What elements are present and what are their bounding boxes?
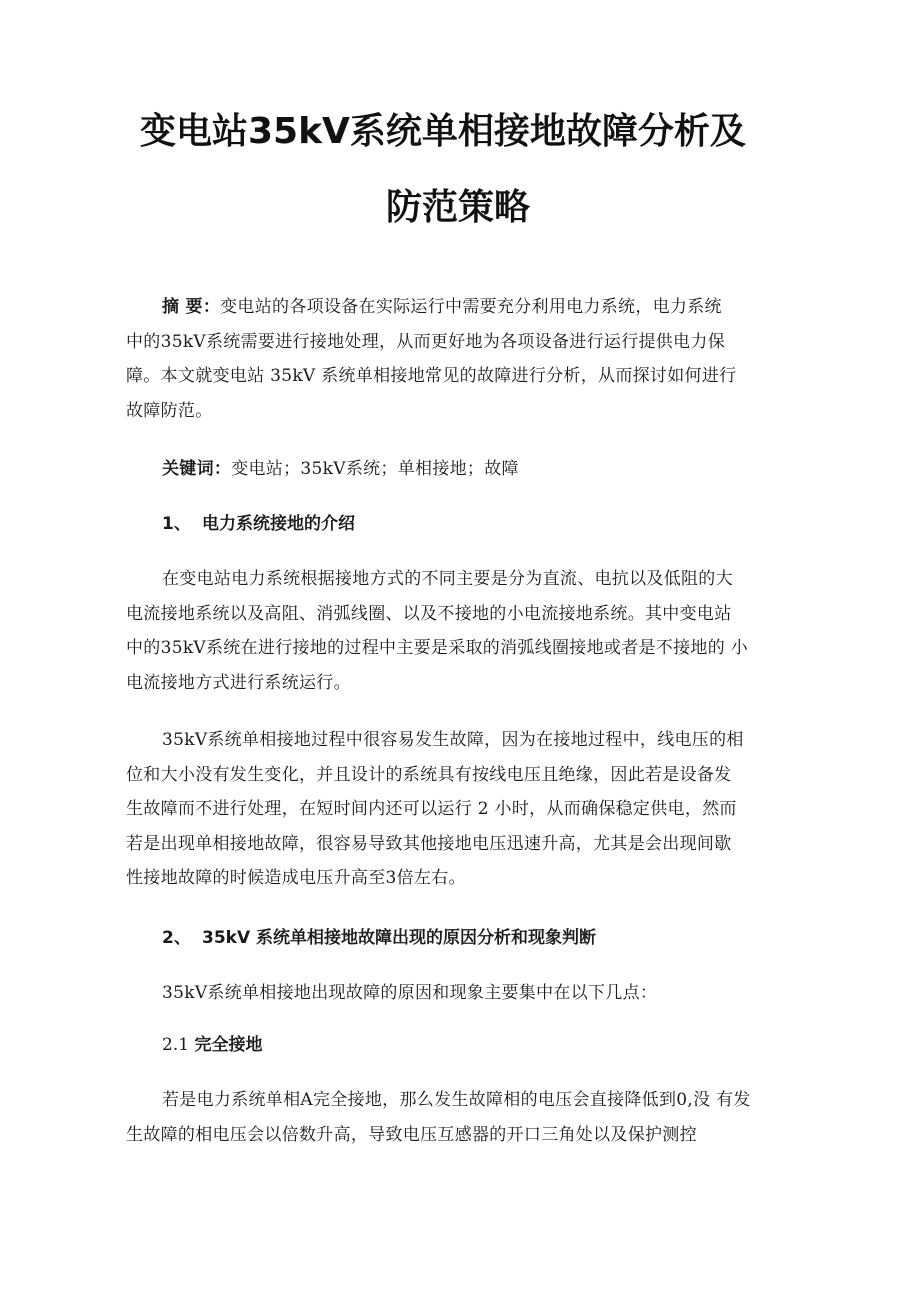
paragraph-line: 中的35kV系统在进行接地的过程中主要是采取的消弧线圈接地或者是不接地的 小 bbox=[126, 638, 749, 658]
keywords-paragraph bbox=[126, 452, 794, 487]
section-heading-1 bbox=[162, 507, 355, 541]
document-title-line1: 变电站35kV系统单相接地故障分析及 bbox=[140, 111, 746, 152]
paragraph-line: 性接地故障的时候造成电压升高至3倍左右。 bbox=[126, 868, 466, 888]
document-title-line2: 防范策略 bbox=[386, 187, 531, 228]
subsection-title: 完全接地 bbox=[194, 1035, 263, 1055]
abstract-line: 障。本文就变电站 35kV 系统单相接地常见的故障进行分析，从而探讨如何进行 bbox=[126, 366, 737, 386]
paragraph-line: 若是电力系统单相A完全接地，那么发生故障相的电压会直接降低到0,没 有发 bbox=[162, 1090, 751, 1110]
paragraph-line: 在变电站电力系统根据接地方式的不同主要是分为直流、电抗以及低阻的大 bbox=[162, 569, 733, 589]
paragraph-line: 生故障的相电压会以倍数升高，导致电压互感器的开口三角处以及保护测控 bbox=[126, 1124, 697, 1145]
keywords-label: 关键词： bbox=[162, 459, 232, 479]
paragraph-line: 生故障而不进行处理，在短时间内还可以运行 2 小时，从而确保稳定供电，然而 bbox=[126, 799, 737, 819]
abstract-line: 故障防范。 bbox=[126, 400, 213, 421]
section1-paragraph-2 bbox=[126, 723, 794, 896]
section1-paragraph-1 bbox=[126, 562, 794, 700]
paragraph-line: 位和大小没有发生变化，并且设计的系统具有按线电压且绝缘，因此若是设备发 bbox=[126, 764, 732, 785]
keywords-text: 变电站；35kV系统；单相接地；故障 bbox=[231, 459, 519, 479]
section-heading-2 bbox=[162, 921, 596, 955]
section-title: 电力系统接地的介绍 bbox=[202, 514, 355, 534]
paragraph-line: 35kV系统单相接地出现故障的原因和现象主要集中在以下几点： bbox=[162, 983, 658, 1003]
subsection-number: 2.1 bbox=[162, 1035, 190, 1055]
abstract-label: 摘 要： bbox=[162, 297, 221, 317]
subsection-heading-2-1 bbox=[162, 1028, 262, 1062]
paragraph-line: 电流接地方式进行系统运行。 bbox=[126, 672, 351, 693]
section-number: 1、 bbox=[162, 514, 191, 534]
abstract-line: 变电站的各项设备在实际运行中需要充分利用电力系统，电力系统 bbox=[220, 297, 722, 317]
section-title: 35kV 系统单相接地故障出现的原因分析和现象判断 bbox=[202, 928, 597, 948]
paragraph-line: 电流接地系统以及高阻、消弧线圈、以及不接地的小电流接地系统。其中变电站 bbox=[126, 603, 732, 624]
abstract-paragraph bbox=[126, 290, 794, 428]
subsection-2-1-paragraph bbox=[126, 1083, 794, 1152]
paragraph-line: 35kV系统单相接地过程中很容易发生故障，因为在接地过程中，线电压的相 bbox=[162, 730, 744, 750]
abstract-line: 中的35kV系统需要进行接地处理，从而更好地为各项设备进行运行提供电力保 bbox=[126, 331, 726, 352]
paragraph-line: 若是出现单相接地故障，很容易导致其他接地电压迅速升高，尤其是会出现间歇 bbox=[126, 833, 732, 854]
section2-intro bbox=[126, 976, 794, 1011]
section-number: 2、 bbox=[162, 928, 191, 948]
